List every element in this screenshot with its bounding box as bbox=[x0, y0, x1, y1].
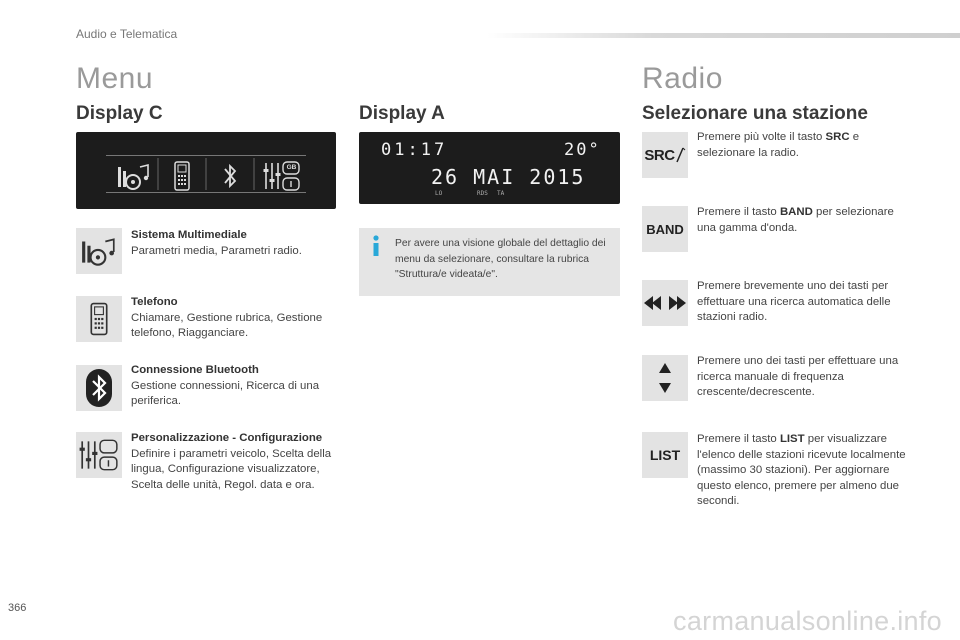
entry-title: Connessione Bluetooth bbox=[131, 364, 259, 376]
bluetooth-icon-box bbox=[76, 365, 122, 411]
radio-title: Radio bbox=[642, 62, 723, 95]
display-a-title: Display A bbox=[359, 103, 445, 124]
settings-icon-box bbox=[76, 432, 122, 478]
multimedia-icon-box bbox=[76, 228, 122, 274]
radio-subtitle: Selezionare una stazione bbox=[642, 103, 868, 124]
lcd-indicator-rds: RDS bbox=[477, 190, 488, 197]
lcd-indicator-ta: TA bbox=[497, 190, 505, 197]
language-flag-label: GB bbox=[286, 164, 297, 171]
watermark: carmanualsonline.info bbox=[673, 606, 942, 636]
src-button-label: SRC bbox=[644, 146, 675, 164]
up-down-arrows-icon bbox=[658, 361, 672, 395]
display-a-screen bbox=[359, 132, 620, 204]
info-text: Per avere una visione globale del dettaglio dei menu da selezionare, consultare la rubrica "Struttura/e videata/e". bbox=[395, 238, 606, 280]
info-box bbox=[359, 228, 620, 296]
step-list: Premere il tasto LIST per visualizzare l'elenco delle stazioni ricevute localmente (massimo 30 stazioni). Per aggiornare questo elenco, premere per almeno due secondi. bbox=[697, 433, 906, 507]
header-rule bbox=[487, 33, 960, 38]
entry-body: Definire i parametri veicolo, Scelta della lingua, Configurazione visualizzatore, Scelta delle unità, Regol. data e ora. bbox=[131, 447, 332, 491]
seek-arrows-icon bbox=[644, 296, 686, 310]
lcd-date: 26 MAI 2015 bbox=[431, 165, 586, 189]
updown-buttons-box bbox=[642, 355, 688, 401]
lcd-temperature: 20° bbox=[564, 140, 601, 160]
step-band: Premere il tasto BAND per selezionare una gamma d'onda. bbox=[697, 206, 894, 234]
page-number: 366 bbox=[8, 602, 27, 614]
step-updown: Premere uno dei tasti per effettuare una ricerca manuale di frequenza crescente/decrescente. bbox=[697, 355, 899, 398]
phone-icon bbox=[88, 302, 110, 336]
entry-body: Chiamare, Gestione rubrica, Gestione telefono, Riagganciare. bbox=[131, 311, 323, 339]
bluetooth-icon bbox=[84, 368, 114, 408]
step-src: Premere più volte il tasto SRC e selezionare la radio. bbox=[697, 131, 860, 159]
display-c-screen bbox=[76, 132, 336, 209]
list-button-label: LIST bbox=[649, 447, 681, 463]
seek-buttons-box bbox=[642, 280, 688, 326]
section-header: Audio e Telematica bbox=[76, 27, 178, 41]
multimedia-icon bbox=[116, 161, 152, 191]
entry-bluetooth bbox=[131, 363, 341, 410]
menu-title: Menu bbox=[76, 62, 154, 95]
entry-settings bbox=[131, 431, 336, 493]
entry-phone bbox=[131, 295, 336, 342]
entry-title: Telefono bbox=[131, 296, 178, 308]
entry-title: Personalizzazione - Configurazione bbox=[131, 432, 323, 444]
bluetooth-icon bbox=[220, 161, 240, 191]
multimedia-icon bbox=[80, 235, 118, 267]
entry-title: Sistema Multimediale bbox=[131, 229, 247, 241]
phone-icon bbox=[172, 161, 192, 191]
entry-body: Gestione connessioni, Ricerca di una periferica. bbox=[131, 379, 320, 407]
lcd-indicator-lo: LO bbox=[435, 190, 443, 197]
step-seek: Premere brevemente uno dei tasti per effettuare una ricerca automatica delle stazioni radio. bbox=[697, 280, 891, 323]
settings-icon bbox=[78, 437, 120, 473]
info-icon bbox=[369, 235, 383, 257]
entry-body: Parametri media, Parametri radio. bbox=[131, 244, 302, 257]
entry-multimedia bbox=[131, 228, 336, 259]
display-c-title: Display C bbox=[76, 103, 163, 124]
list-button-box bbox=[642, 432, 688, 478]
lcd-time: 01:17 bbox=[381, 140, 448, 160]
band-button-label: BAND bbox=[646, 221, 684, 237]
band-button-box bbox=[642, 206, 688, 252]
src-slash-icon bbox=[676, 147, 686, 163]
phone-icon-box bbox=[76, 296, 122, 342]
src-button-box bbox=[642, 132, 688, 178]
